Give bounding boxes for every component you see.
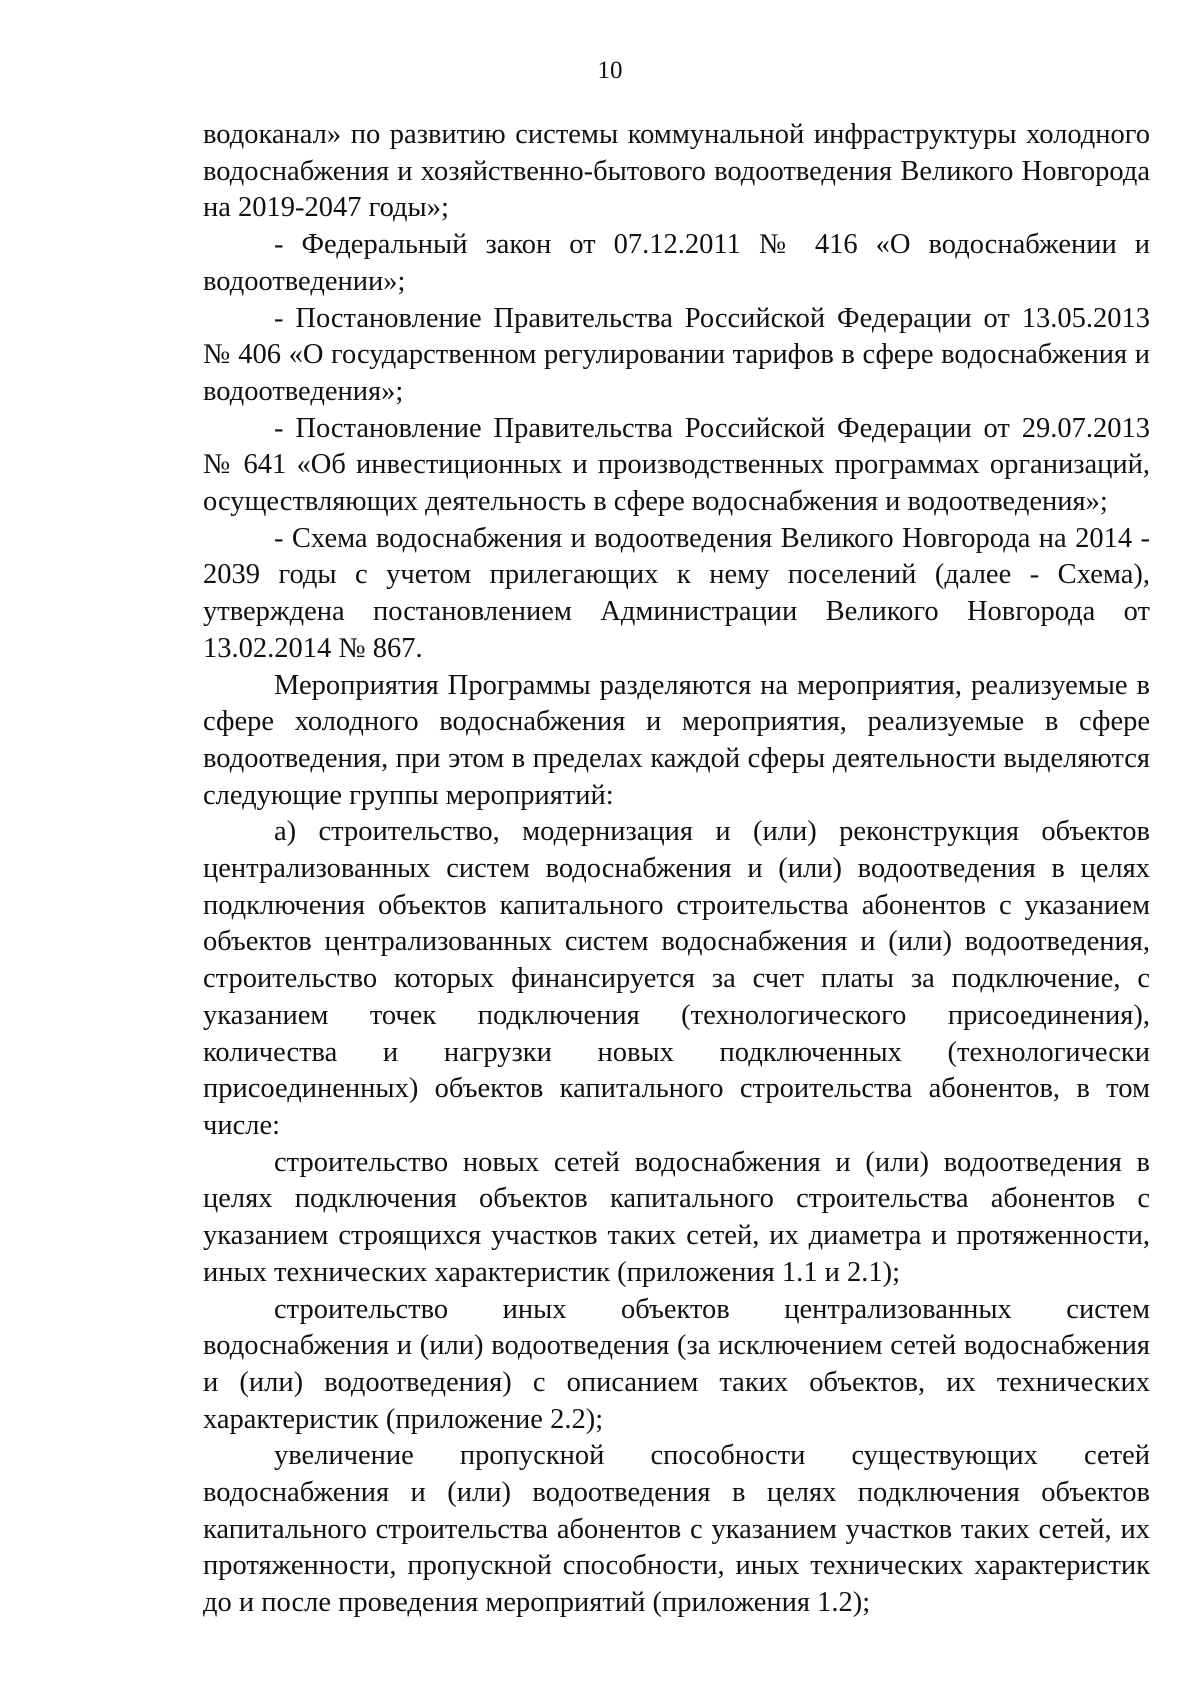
paragraph-1: водоканал» по развитию системы коммунальной инфраструктуры холодного водоснабжения и хозяйственно-бытового водоотведения Великого Новгорода на 2019-2047 годы»; — [203, 119, 1150, 224]
paragraph-10: увеличение пропускной способности существующих сетей водоснабжения и (или) водоотведения в целях подключения объектов капитального строительства абонентов с указанием участков таких сетей, их протяженности, пропускной способности, иных технических характеристик до и после проведения мероприятий (приложения 1.2); — [203, 1440, 1150, 1619]
paragraph-3: - Постановление Правительства Российской Федерации от 13.05.2013 № 406 «О государственном регулировании тарифов в сфере водоснабжения и водоотведения»; — [203, 302, 1150, 407]
paragraph-4: - Постановление Правительства Российской Федерации от 29.07.2013 № 641 «Об инвестиционных и производственных программах организаций, осуществляющих деятельность в сфере водоснабжения и водоотведения»; — [203, 412, 1150, 518]
page-number: 10 — [597, 57, 623, 84]
document-body — [203, 117, 1150, 1622]
paragraph-2: - Федеральный закон от 07.12.2011 № 416 «О водоснабжении и водоотведении»; — [203, 229, 1150, 297]
paragraph-9: строительство иных объектов централизованных систем водоснабжения и (или) водоотведения (за исключением сетей водоснабжения и (или) водоотведения) с описанием таких объектов, их технических характеристик (приложение 2.2); — [203, 1293, 1150, 1435]
paragraph-5: - Схема водоснабжения и водоотведения Великого Новгорода на 2014 - 2039 годы с учетом прилегающих к нему поселений (далее - Схема), утверждена постановлением Администрации Великого Новгорода от 13.02.2014 № 867. — [203, 522, 1150, 664]
paragraph-8: строительство новых сетей водоснабжения и (или) водоотведения в целях подключения объектов капитального строительства абонентов с указанием строящихся участков таких сетей, их диаметра и протяженности, иных технических характеристик (приложения 1.1 и 2.1); — [203, 1146, 1150, 1288]
paragraph-6: Мероприятия Программы разделяются на мероприятия, реализуемые в сфере холодного водоснабжения и мероприятия, реализуемые в сфере водоотведения, при этом в пределах каждой сферы деятельности выделяются следующие группы мероприятий: — [203, 669, 1150, 811]
paragraph-7: а) строительство, модернизация и (или) реконструкция объектов централизованных систем водоснабжения и (или) водоотведения в целях подключения объектов капитального строительства абонентов с указанием объектов централизованных систем водоснабжения и (или) водоотведения, строительство которых финансируется за счет платы за подключение, с указанием точек подключения (технологического присоединения), количества и нагрузки новых подключенных (технологически присоединенных) объектов капитального строительства абонентов, в том числе: — [203, 816, 1150, 1141]
